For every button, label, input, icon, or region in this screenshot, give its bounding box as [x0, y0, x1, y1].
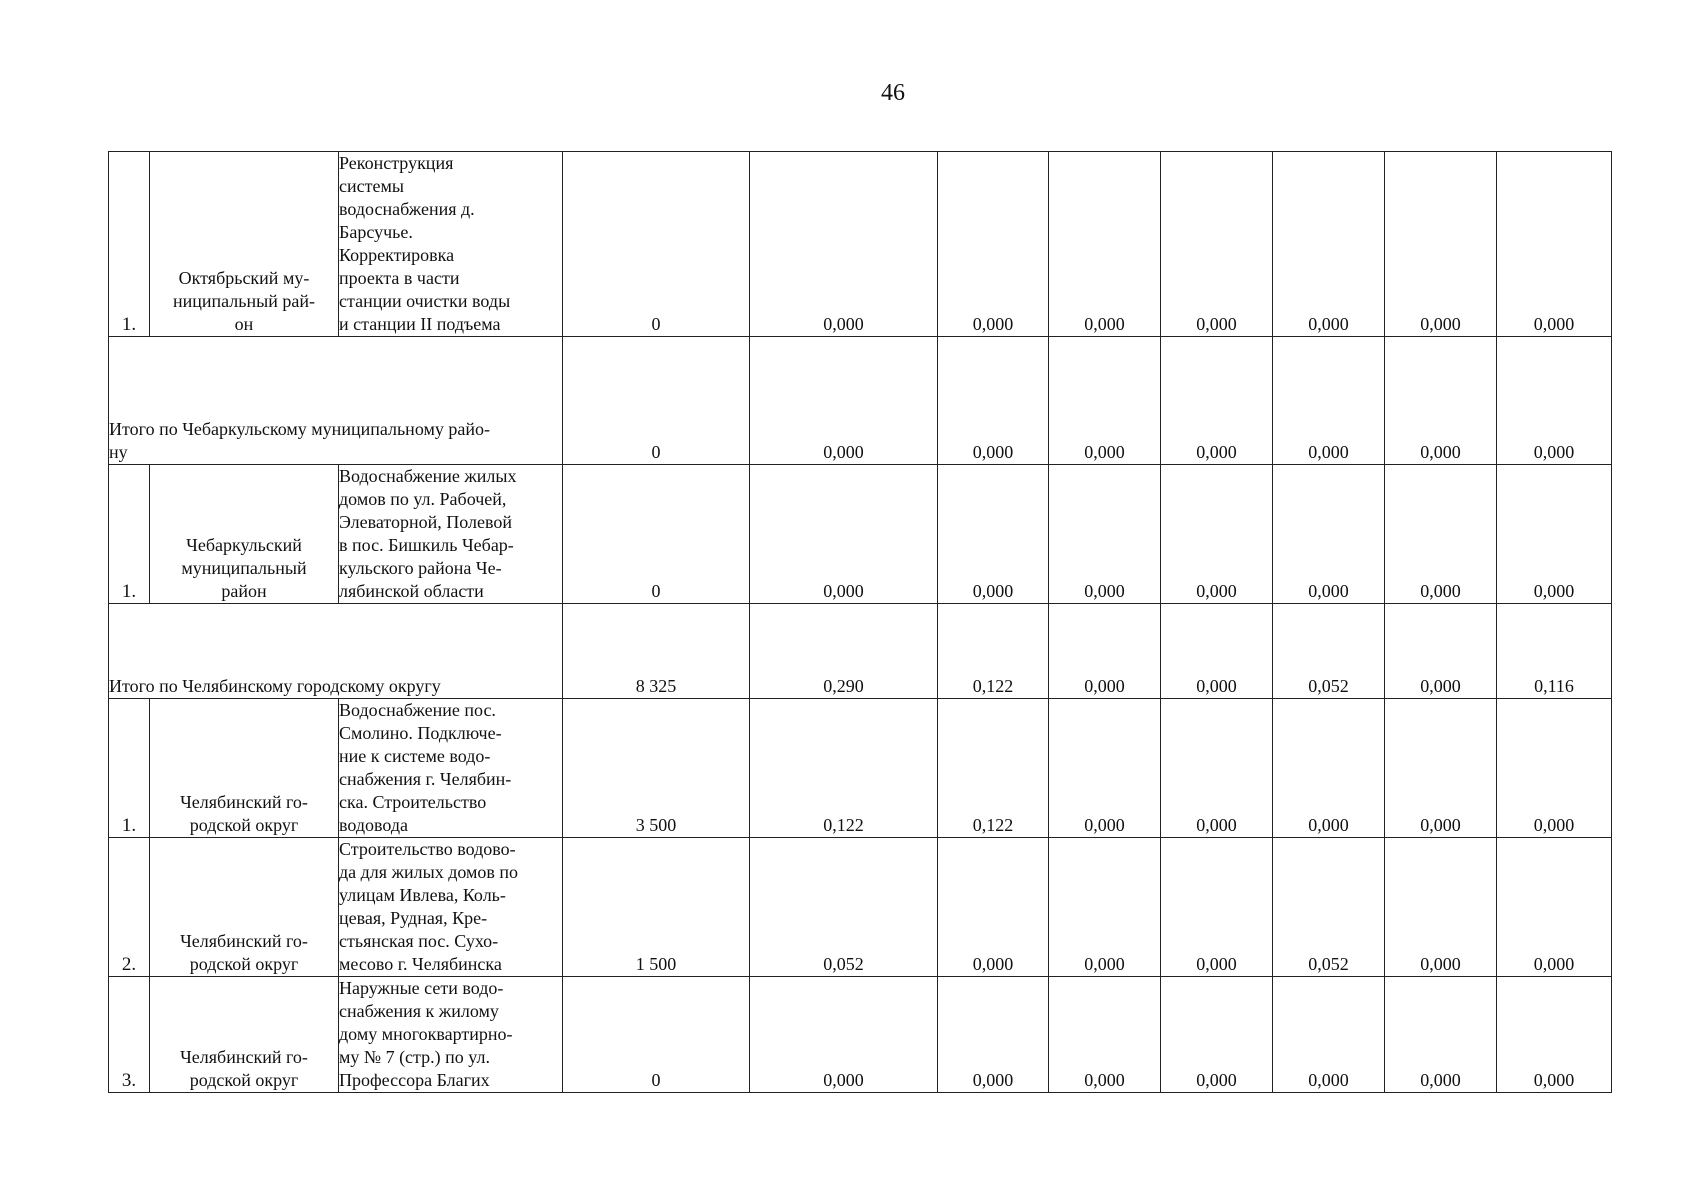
value-cell: 0,000: [1497, 699, 1612, 838]
value-cell: 0,052: [750, 838, 938, 977]
value-cell: 0,000: [1049, 604, 1161, 699]
value-cell: 0,052: [1273, 838, 1385, 977]
municipality-cell: Челябинский го- родской округ: [150, 838, 339, 977]
row-number: 2.: [109, 838, 150, 977]
value-cell: 0,116: [1497, 604, 1612, 699]
value-cell: 0: [563, 977, 750, 1093]
page-number: 46: [881, 80, 905, 106]
value-cell: 0,000: [1049, 977, 1161, 1093]
value-cell: 0,000: [1385, 977, 1497, 1093]
value-cell: 0,000: [1497, 977, 1612, 1093]
table-row: [109, 152, 1612, 337]
value-cell: 0,122: [938, 699, 1049, 838]
value-cell: 0,122: [750, 699, 938, 838]
value-cell: 0,000: [1161, 699, 1273, 838]
table-row: [109, 977, 1612, 1093]
value-cell: 0,000: [750, 465, 938, 604]
row-number: 3.: [109, 977, 150, 1093]
project-cell: Реконструкция системы водоснабжения д. Барсучье. Корректировка проекта в части станции очистки воды и станции II подъема: [339, 152, 563, 337]
table-row: [109, 838, 1612, 977]
value-cell: 0,000: [750, 337, 938, 465]
value-cell: 0,000: [938, 977, 1049, 1093]
value-cell: 0,000: [1497, 838, 1612, 977]
value-cell: 0,000: [1161, 838, 1273, 977]
value-cell: 0,000: [1049, 152, 1161, 337]
value-cell: 0,000: [1049, 838, 1161, 977]
project-cell: Водоснабжение жилых домов по ул. Рабочей, Элеваторной, Полевой в пос. Бишкиль Чебар- кульского района Че- лябинской области: [339, 465, 563, 604]
value-cell: 0,000: [1049, 465, 1161, 604]
value-cell: 0,000: [1049, 337, 1161, 465]
value-cell: 0,122: [938, 604, 1049, 699]
value-cell: 0,000: [1497, 465, 1612, 604]
value-cell: 0,000: [1273, 152, 1385, 337]
value-cell: 0,000: [938, 465, 1049, 604]
row-number: 1.: [109, 699, 150, 838]
value-cell: 0,000: [938, 838, 1049, 977]
total-label: Итого по Чебаркульскому муниципальному райо- ну: [109, 337, 563, 465]
value-cell: 0,000: [1161, 152, 1273, 337]
value-cell: 0,000: [1497, 152, 1612, 337]
value-cell: 0,000: [938, 337, 1049, 465]
project-cell: Строительство водово- да для жилых домов по улицам Ивлева, Коль- цевая, Рудная, Кре- стьянская пос. Сухо- месово г. Челябинска: [339, 838, 563, 977]
value-cell: 0: [563, 337, 750, 465]
value-cell: 0,000: [1273, 337, 1385, 465]
value-cell: 0,000: [1385, 152, 1497, 337]
value-cell: 0,000: [1385, 337, 1497, 465]
total-row: [109, 604, 1612, 699]
value-cell: 0,290: [750, 604, 938, 699]
value-cell: 0,000: [750, 977, 938, 1093]
municipality-cell: Чебаркульский муниципальный район: [150, 465, 339, 604]
value-cell: 0,000: [1161, 977, 1273, 1093]
municipality-cell: Челябинский го- родской округ: [150, 977, 339, 1093]
total-row: [109, 337, 1612, 465]
value-cell: 1 500: [563, 838, 750, 977]
value-cell: 0,000: [1273, 977, 1385, 1093]
value-cell: 0,000: [1161, 465, 1273, 604]
value-cell: 0,000: [1049, 699, 1161, 838]
value-cell: 0: [563, 152, 750, 337]
value-cell: 0,052: [1273, 604, 1385, 699]
total-label: Итого по Челябинскому городскому округу: [109, 604, 563, 699]
row-number: 1.: [109, 152, 150, 337]
value-cell: 0,000: [1385, 838, 1497, 977]
value-cell: 0,000: [1385, 465, 1497, 604]
project-cell: Наружные сети водо- снабжения к жилому дому многоквартирно- му № 7 (стр.) по ул. Профессора Благих: [339, 977, 563, 1093]
value-cell: 0,000: [1161, 604, 1273, 699]
value-cell: 8 325: [563, 604, 750, 699]
value-cell: 0: [563, 465, 750, 604]
value-cell: 0,000: [1497, 337, 1612, 465]
municipality-cell: Челябинский го- родской округ: [150, 699, 339, 838]
value-cell: 0,000: [1385, 604, 1497, 699]
value-cell: 0,000: [750, 152, 938, 337]
water-supply-table: [108, 151, 1612, 1093]
value-cell: 0,000: [1161, 337, 1273, 465]
value-cell: 0,000: [1273, 699, 1385, 838]
value-cell: 0,000: [1385, 699, 1497, 838]
value-cell: 3 500: [563, 699, 750, 838]
table-row: [109, 699, 1612, 838]
table-row: [109, 465, 1612, 604]
value-cell: 0,000: [1273, 465, 1385, 604]
row-number: 1.: [109, 465, 150, 604]
project-cell: Водоснабжение пос. Смолино. Подключе- ние к системе водо- снабжения г. Челябин- ска. Строительство водовода: [339, 699, 563, 838]
municipality-cell: Октябрьский му- ниципальный рай- он: [150, 152, 339, 337]
value-cell: 0,000: [938, 152, 1049, 337]
